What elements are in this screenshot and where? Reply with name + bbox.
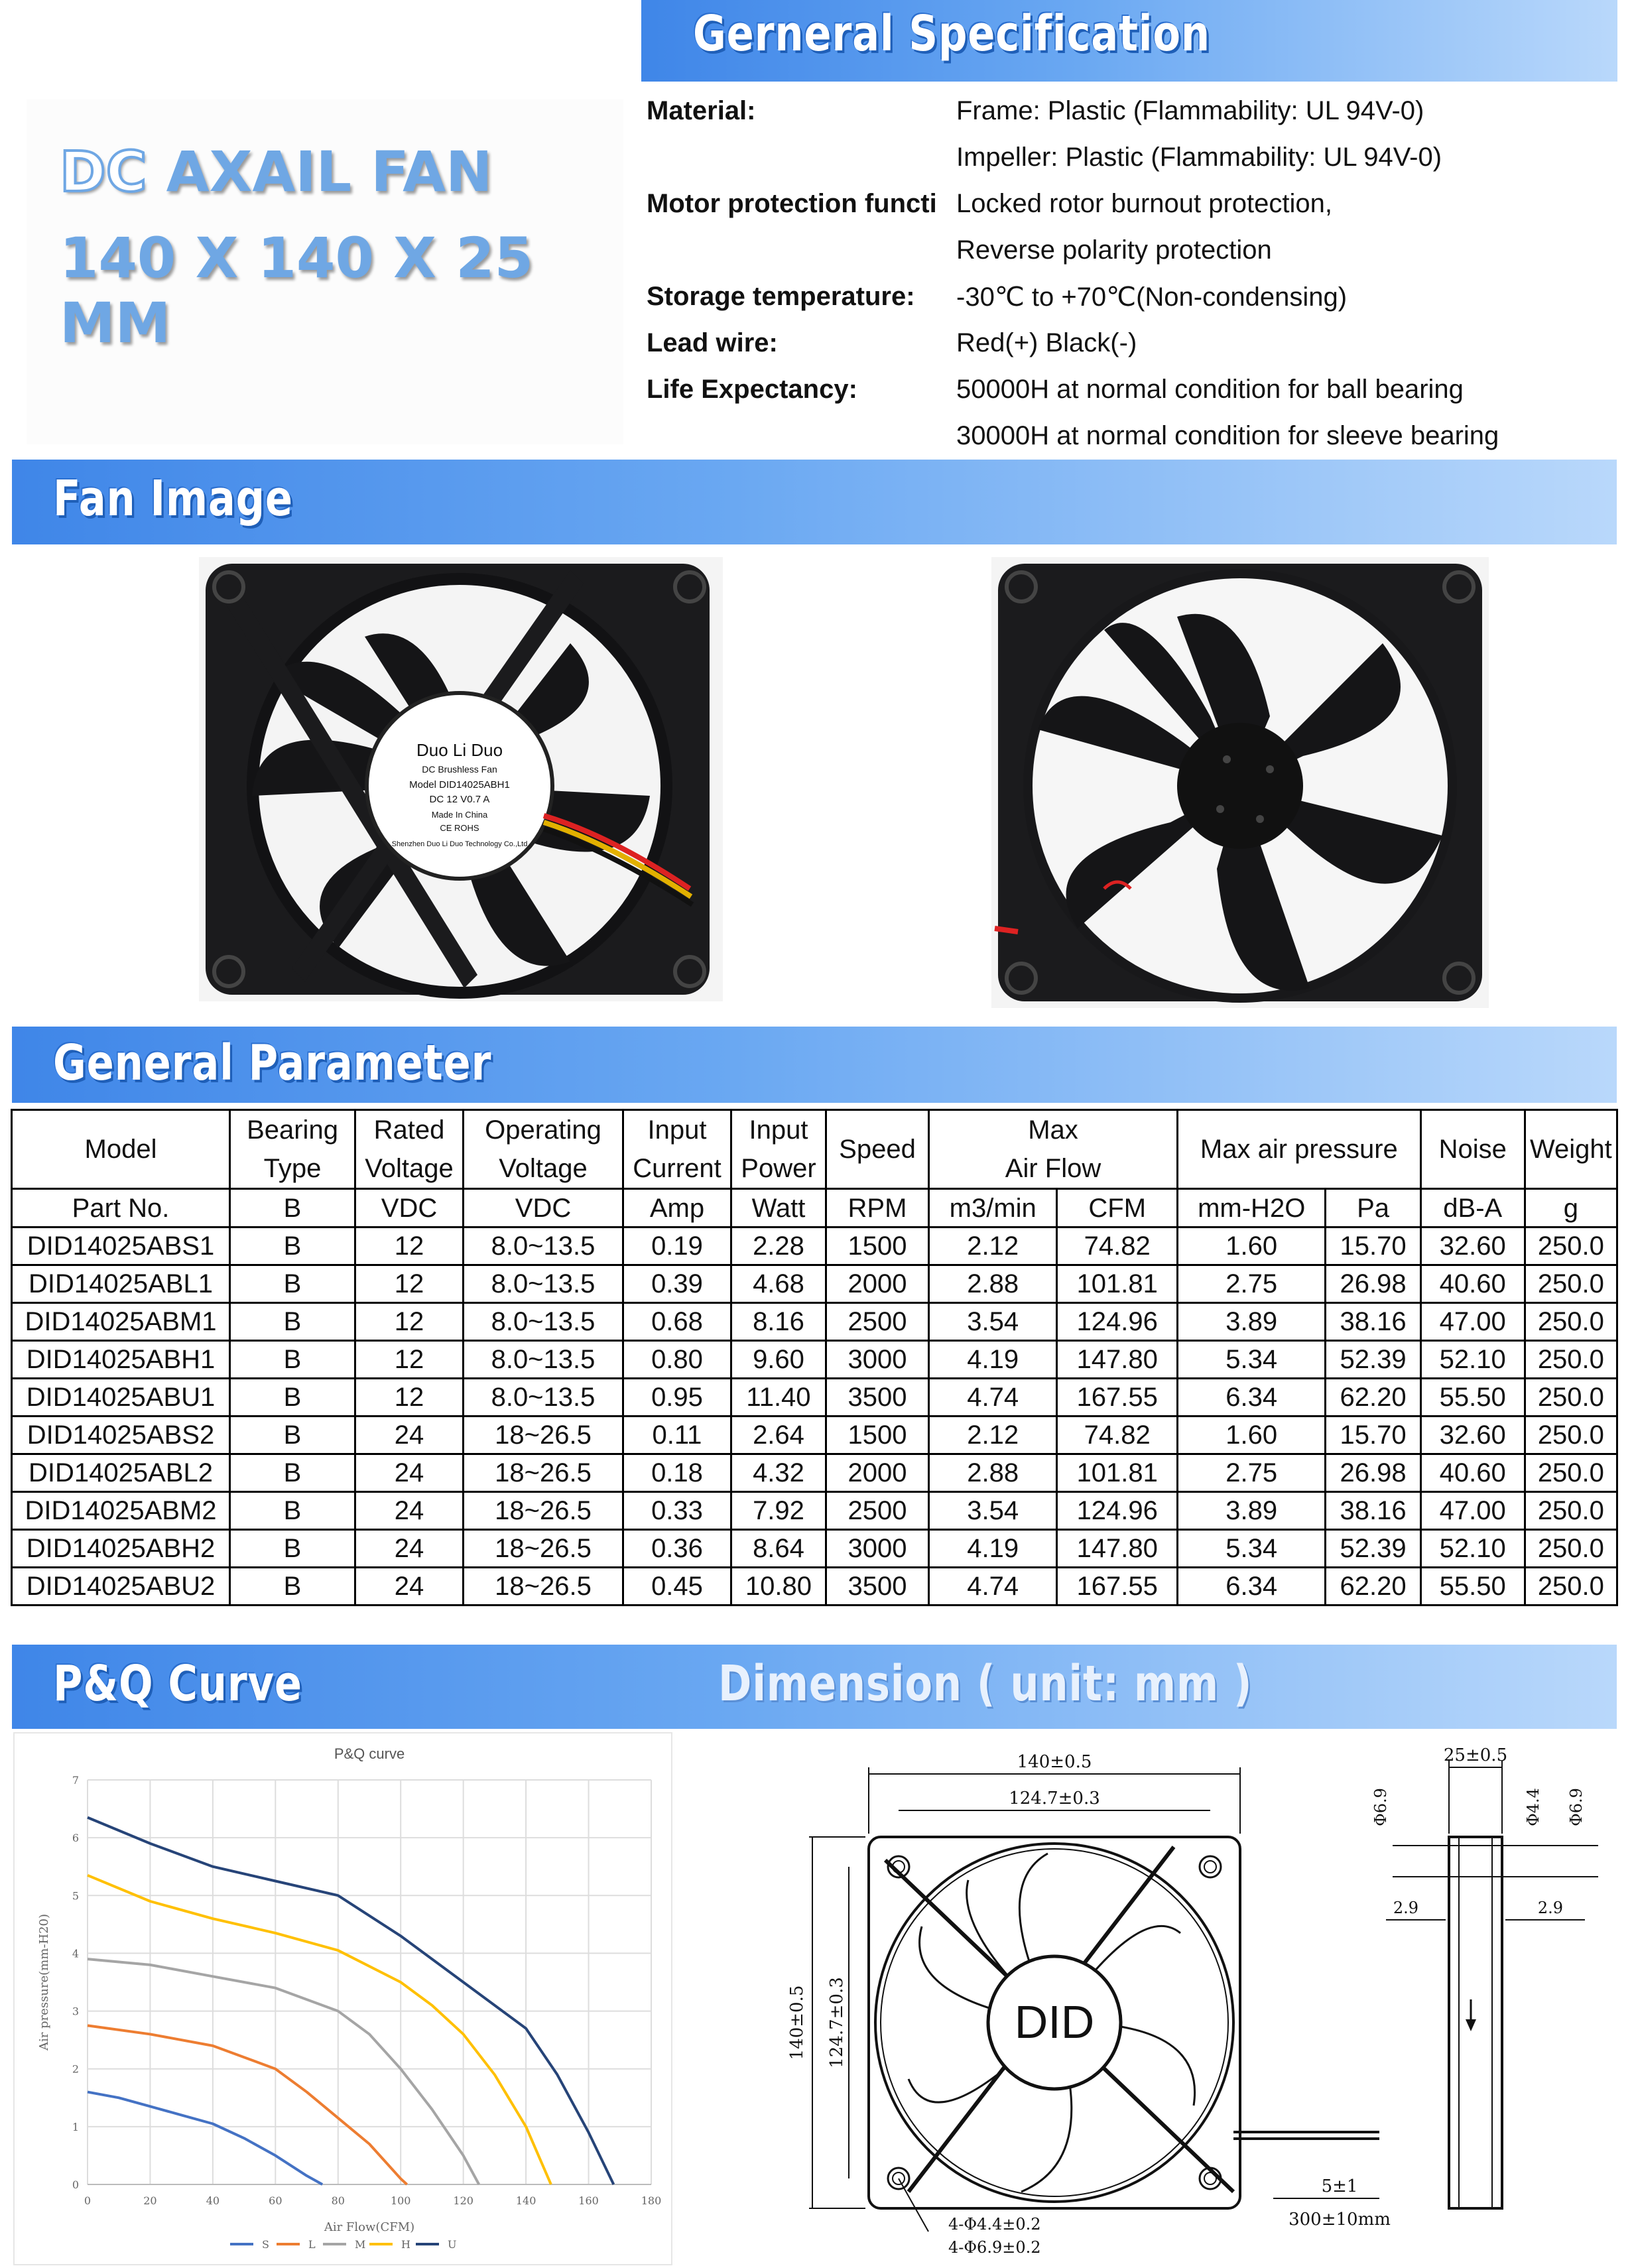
col-bearing-l2: Type	[263, 1154, 322, 1183]
table-cell: 3500	[826, 1379, 929, 1417]
table-cell: 4.19	[929, 1341, 1057, 1379]
table-cell: 12	[355, 1341, 464, 1379]
dim-wire-length: 300±10mm	[1288, 2210, 1391, 2230]
table-cell: 0.39	[623, 1265, 731, 1303]
table-cell: 26.98	[1326, 1454, 1420, 1492]
table-cell: 52.10	[1420, 1530, 1525, 1568]
dim-hole-height: 124.7±0.3	[827, 1977, 847, 2068]
col-speed: Speed	[826, 1110, 929, 1189]
table-cell: 167.55	[1057, 1568, 1178, 1606]
storage-temp-value: -30℃ to +70℃(Non-condensing)	[956, 283, 1348, 312]
unit-cell: Amp	[623, 1189, 731, 1228]
table-cell: 250.0	[1525, 1417, 1617, 1454]
dimension-title: Dimension ( unit: mm )	[718, 1655, 1253, 1712]
life-sleeve-bearing: 30000H at normal condition for sleeve bearing	[956, 421, 1499, 450]
fan-back-photo	[991, 557, 1489, 1008]
table-cell: 1.60	[1178, 1228, 1326, 1265]
table-cell: B	[230, 1568, 355, 1606]
table-cell: 101.81	[1057, 1454, 1178, 1492]
fan-label-model: Model DID14025ABH1	[409, 779, 510, 790]
col-operating-voltage	[464, 1110, 623, 1189]
table-cell: 0.68	[623, 1303, 731, 1341]
table-cell: 8.0~13.5	[464, 1379, 623, 1417]
table-cell: 3.89	[1178, 1303, 1326, 1341]
material-label: Material:	[647, 96, 756, 125]
col-current-l1: Input	[647, 1115, 707, 1145]
product-type-prefix: DC	[60, 139, 147, 204]
pq-title: P&Q Curve	[53, 1655, 302, 1712]
legend-label: H	[401, 2238, 410, 2251]
table-cell: 8.16	[731, 1303, 826, 1341]
product-title-line1	[60, 139, 492, 204]
table-cell: 32.60	[1420, 1417, 1525, 1454]
table-row	[12, 1379, 1617, 1417]
table-row	[12, 1417, 1617, 1454]
table-row	[12, 1341, 1617, 1379]
table-cell: 250.0	[1525, 1379, 1617, 1417]
table-cell: 0.45	[623, 1568, 731, 1606]
table-cell: 40.60	[1420, 1265, 1525, 1303]
col-operating-l1: Operating	[485, 1115, 601, 1145]
product-size: 140 X 140 X 25 MM	[60, 225, 534, 355]
y-tick-label: 1	[72, 2120, 80, 2133]
table-cell: 2.75	[1178, 1265, 1326, 1303]
table-row	[12, 1492, 1617, 1530]
dim-holes-large: 4-Φ6.9±0.2	[948, 2238, 1041, 2257]
table-cell: 18~26.5	[464, 1454, 623, 1492]
fan-image-title: Fan Image	[53, 470, 293, 527]
fan-label-made: Made In China	[431, 810, 488, 820]
motor-protection-value2: Reverse polarity protection	[956, 235, 1272, 265]
dimension-logo: DID	[1014, 1996, 1095, 2048]
table-cell: 38.16	[1326, 1303, 1420, 1341]
table-cell: 18~26.5	[464, 1530, 623, 1568]
table-cell: 250.0	[1525, 1454, 1617, 1492]
unit-cell: g	[1525, 1189, 1617, 1228]
dimension-svg	[769, 1734, 1618, 2258]
table-cell: 3.54	[929, 1303, 1057, 1341]
table-cell: 62.20	[1326, 1379, 1420, 1417]
table-cell: 3000	[826, 1530, 929, 1568]
y-axis-label: Air pressure(mm-H20)	[37, 1913, 51, 2051]
table-cell: 62.20	[1326, 1568, 1420, 1606]
table-cell: 12	[355, 1265, 464, 1303]
table-cell: 12	[355, 1303, 464, 1341]
x-axis-label: Air Flow(CFM)	[324, 2220, 415, 2234]
col-noise: Noise	[1420, 1110, 1525, 1189]
table-cell: 0.80	[623, 1341, 731, 1379]
table-cell: 2.12	[929, 1228, 1057, 1265]
part-number-cell: DID14025ABL1	[12, 1265, 230, 1303]
table-cell: 0.18	[623, 1454, 731, 1492]
col-flow-l2: Air Flow	[1005, 1154, 1101, 1183]
params-title: General Parameter	[53, 1035, 492, 1092]
table-cell: 32.60	[1420, 1228, 1525, 1265]
x-tick-label: 40	[206, 2194, 220, 2207]
table-cell: 3.89	[1178, 1492, 1326, 1530]
table-cell: 12	[355, 1228, 464, 1265]
pq-chart	[13, 1732, 672, 2265]
table-cell: 24	[355, 1492, 464, 1530]
table-cell: 18~26.5	[464, 1492, 623, 1530]
table-cell: 0.36	[623, 1530, 731, 1568]
table-cell: 24	[355, 1530, 464, 1568]
col-input-power	[731, 1110, 826, 1189]
legend-label: M	[355, 2238, 366, 2251]
fan-front-photo	[199, 557, 723, 1001]
x-tick-label: 120	[453, 2194, 473, 2207]
table-cell: 250.0	[1525, 1265, 1617, 1303]
storage-temp-label: Storage temperature:	[647, 282, 915, 311]
x-tick-label: 0	[84, 2194, 92, 2207]
y-tick-label: 0	[72, 2178, 80, 2191]
y-tick-label: 2	[72, 2062, 80, 2076]
fan-label-cert: CE ROHS	[440, 823, 479, 833]
table-cell: 8.0~13.5	[464, 1341, 623, 1379]
unit-cell: m3/min	[929, 1189, 1057, 1228]
legend-label: U	[448, 2238, 457, 2251]
dim-phi-mid: Φ4.4	[1524, 1788, 1542, 1826]
table-cell: 74.82	[1057, 1417, 1178, 1454]
table-cell: 4.68	[731, 1265, 826, 1303]
col-max-air-pressure: Max air pressure	[1178, 1110, 1421, 1189]
table-cell: 2.75	[1178, 1454, 1326, 1492]
legend-label: S	[262, 2238, 269, 2251]
part-number-cell: DID14025ABL2	[12, 1454, 230, 1492]
y-tick-label: 4	[72, 1947, 80, 1960]
table-cell: B	[230, 1341, 355, 1379]
fan-label-brand: Duo Li Duo	[416, 740, 503, 760]
table-cell: 55.50	[1420, 1568, 1525, 1606]
pq-dimension-banner	[12, 1645, 1617, 1729]
table-cell: 2.64	[731, 1417, 826, 1454]
table-cell: 52.39	[1326, 1530, 1420, 1568]
table-cell: 0.19	[623, 1228, 731, 1265]
table-row	[12, 1303, 1617, 1341]
part-number-cell: DID14025ABS1	[12, 1228, 230, 1265]
unit-cell: B	[230, 1189, 355, 1228]
unit-cell: mm-H2O	[1178, 1189, 1326, 1228]
table-cell: 5.34	[1178, 1530, 1326, 1568]
x-tick-label: 60	[269, 2194, 283, 2207]
table-cell: 3500	[826, 1568, 929, 1606]
col-rated-voltage	[355, 1110, 464, 1189]
lead-wire-label: Lead wire:	[647, 328, 778, 357]
table-cell: 74.82	[1057, 1228, 1178, 1265]
table-cell: 0.33	[623, 1492, 731, 1530]
table-cell: 38.16	[1326, 1492, 1420, 1530]
col-current-l2: Current	[633, 1154, 722, 1183]
table-cell: 8.0~13.5	[464, 1228, 623, 1265]
legend-label: L	[308, 2238, 316, 2251]
table-cell: B	[230, 1228, 355, 1265]
part-number-cell: DID14025ABS2	[12, 1417, 230, 1454]
table-cell: 24	[355, 1568, 464, 1606]
unit-cell: Pa	[1326, 1189, 1420, 1228]
material-value-impeller: Impeller: Plastic (Flammability: UL 94V-0)	[956, 143, 1442, 172]
life-ball-bearing: 50000H at normal condition for ball bearing	[956, 375, 1464, 404]
table-row	[12, 1568, 1617, 1606]
table-cell: 40.60	[1420, 1454, 1525, 1492]
series-line-S	[88, 2092, 322, 2184]
dim-wire-strip: 5±1	[1321, 2176, 1358, 2196]
table-cell: 15.70	[1326, 1228, 1420, 1265]
dim-holes-small: 4-Φ4.4±0.2	[948, 2215, 1041, 2234]
table-cell: B	[230, 1492, 355, 1530]
fan-back-image	[991, 557, 1489, 1008]
series-line-M	[88, 1959, 479, 2184]
table-cell: 0.95	[623, 1379, 731, 1417]
unit-cell: dB-A	[1420, 1189, 1525, 1228]
table-cell: 250.0	[1525, 1492, 1617, 1530]
y-tick-label: 3	[72, 2005, 80, 2018]
table-cell: 47.00	[1420, 1303, 1525, 1341]
x-tick-label: 160	[578, 2194, 599, 2207]
table-cell: 47.00	[1420, 1492, 1525, 1530]
table-cell: 8.0~13.5	[464, 1303, 623, 1341]
dim-frame-width: 140±0.5	[1017, 1752, 1092, 1772]
col-max-air-flow	[929, 1110, 1178, 1189]
table-cell: 250.0	[1525, 1341, 1617, 1379]
table-cell: 12	[355, 1379, 464, 1417]
col-bearing-l1: Bearing	[247, 1115, 338, 1145]
spec-banner	[641, 0, 1617, 82]
unit-cell: VDC	[464, 1189, 623, 1228]
units-row	[12, 1189, 1617, 1228]
col-rated-l1: Rated	[373, 1115, 445, 1145]
table-cell: 3000	[826, 1341, 929, 1379]
series-line-H	[88, 1875, 551, 2184]
table-cell: 2500	[826, 1303, 929, 1341]
table-cell: 1500	[826, 1417, 929, 1454]
unit-cell: CFM	[1057, 1189, 1178, 1228]
table-cell: 5.34	[1178, 1341, 1326, 1379]
table-cell: 2.28	[731, 1228, 826, 1265]
table-cell: 18~26.5	[464, 1417, 623, 1454]
table-cell: 52.10	[1420, 1341, 1525, 1379]
col-rated-l2: Voltage	[365, 1154, 454, 1183]
table-cell: 6.34	[1178, 1568, 1326, 1606]
table-cell: 3.54	[929, 1492, 1057, 1530]
unit-cell: VDC	[355, 1189, 464, 1228]
x-tick-label: 20	[143, 2194, 157, 2207]
table-cell: 4.32	[731, 1454, 826, 1492]
unit-cell: Watt	[731, 1189, 826, 1228]
x-tick-label: 80	[331, 2194, 345, 2207]
lead-wire-value: Red(+) Black(-)	[956, 328, 1137, 357]
params-banner	[12, 1027, 1617, 1103]
table-cell: 250.0	[1525, 1568, 1617, 1606]
table-cell: 2500	[826, 1492, 929, 1530]
table-cell: 8.64	[731, 1530, 826, 1568]
table-cell: 24	[355, 1454, 464, 1492]
col-model: Model	[12, 1110, 230, 1189]
table-cell: 250.0	[1525, 1228, 1617, 1265]
col-power-l2: Power	[741, 1154, 816, 1183]
table-row	[12, 1454, 1617, 1492]
table-row	[12, 1530, 1617, 1568]
table-cell: 147.80	[1057, 1530, 1178, 1568]
fan-front-image	[199, 557, 723, 1001]
dim-phi-right: Φ6.9	[1567, 1788, 1586, 1826]
dim-side-right: 2.9	[1537, 1899, 1564, 1917]
table-cell: B	[230, 1265, 355, 1303]
table-cell: 2000	[826, 1454, 929, 1492]
table-cell: 2000	[826, 1265, 929, 1303]
part-number-cell: DID14025ABU1	[12, 1379, 230, 1417]
table-cell: 1.60	[1178, 1417, 1326, 1454]
material-value-frame: Frame: Plastic (Flammability: UL 94V-0)	[956, 96, 1424, 125]
spec-title: Gerneral Specification	[693, 5, 1210, 62]
table-row	[12, 1265, 1617, 1303]
table-cell: 0.11	[623, 1417, 731, 1454]
dimension-drawing	[769, 1734, 1618, 2258]
x-tick-label: 140	[515, 2194, 536, 2207]
table-cell: 8.0~13.5	[464, 1265, 623, 1303]
x-tick-label: 180	[641, 2194, 662, 2207]
table-cell: 7.92	[731, 1492, 826, 1530]
table-cell: 24	[355, 1417, 464, 1454]
fan-label-maker: Shenzhen Duo Li Duo Technology Co.,Ltd	[391, 840, 528, 848]
table-cell: 2.88	[929, 1265, 1057, 1303]
fan-image-banner	[12, 460, 1617, 544]
table-cell: 52.39	[1326, 1341, 1420, 1379]
table-cell: 1500	[826, 1228, 929, 1265]
product-type: AXAIL FAN	[147, 139, 493, 204]
table-cell: 4.74	[929, 1379, 1057, 1417]
table-cell: 167.55	[1057, 1379, 1178, 1417]
table-cell: 2.12	[929, 1417, 1057, 1454]
table-cell: 10.80	[731, 1568, 826, 1606]
y-tick-label: 7	[72, 1774, 80, 1787]
table-cell: 4.19	[929, 1530, 1057, 1568]
fan-label-rating: DC 12 V0.7 A	[429, 794, 490, 805]
y-tick-label: 6	[72, 1832, 80, 1845]
dim-thickness: 25±0.5	[1443, 1745, 1508, 1765]
col-input-current	[623, 1110, 731, 1189]
y-tick-label: 5	[72, 1889, 80, 1903]
table-cell: 250.0	[1525, 1303, 1617, 1341]
dim-side-left: 2.9	[1393, 1899, 1419, 1917]
table-cell: B	[230, 1530, 355, 1568]
col-bearing	[230, 1110, 355, 1189]
table-cell: 250.0	[1525, 1530, 1617, 1568]
table-cell: 101.81	[1057, 1265, 1178, 1303]
product-title-area	[27, 99, 623, 444]
table-cell: 55.50	[1420, 1379, 1525, 1417]
part-number-cell: DID14025ABM1	[12, 1303, 230, 1341]
col-flow-l1: Max	[1028, 1115, 1078, 1145]
table-cell: 124.96	[1057, 1492, 1178, 1530]
table-cell: 18~26.5	[464, 1568, 623, 1606]
table-cell: 147.80	[1057, 1341, 1178, 1379]
unit-cell: Part No.	[12, 1189, 230, 1228]
dim-phi-left: Φ6.9	[1371, 1788, 1390, 1826]
table-cell: 9.60	[731, 1341, 826, 1379]
fan-label-sub: DC Brushless Fan	[422, 764, 497, 775]
dim-hole-width: 124.7±0.3	[1009, 1789, 1100, 1808]
table-cell: B	[230, 1379, 355, 1417]
life-expectancy-label: Life Expectancy:	[647, 375, 857, 404]
unit-cell: RPM	[826, 1189, 929, 1228]
table-cell: 4.74	[929, 1568, 1057, 1606]
table-cell: 26.98	[1326, 1265, 1420, 1303]
table-cell: 15.70	[1326, 1417, 1420, 1454]
part-number-cell: DID14025ABH2	[12, 1530, 230, 1568]
table-row	[12, 1228, 1617, 1265]
series-line-L	[88, 2025, 407, 2184]
table-cell: 2.88	[929, 1454, 1057, 1492]
col-power-l1: Input	[749, 1115, 808, 1145]
x-tick-label: 100	[390, 2194, 411, 2207]
part-number-cell: DID14025ABH1	[12, 1341, 230, 1379]
table-cell: B	[230, 1417, 355, 1454]
part-number-cell: DID14025ABM2	[12, 1492, 230, 1530]
col-operating-l2: Voltage	[499, 1154, 588, 1183]
parameter-table	[11, 1109, 1618, 1606]
table-cell: B	[230, 1303, 355, 1341]
col-weight: Weight	[1525, 1110, 1617, 1189]
table-cell: 11.40	[731, 1379, 826, 1417]
table-cell: 124.96	[1057, 1303, 1178, 1341]
motor-protection-value1: Locked rotor burnout protection,	[956, 189, 1333, 218]
part-number-cell: DID14025ABU2	[12, 1568, 230, 1606]
dim-frame-height: 140±0.5	[787, 1985, 807, 2060]
table-cell: 6.34	[1178, 1379, 1326, 1417]
pq-chart-svg	[15, 1733, 671, 2264]
motor-protection-label: Motor protection functi	[647, 189, 937, 218]
chart-title: P&Q curve	[334, 1745, 405, 1762]
table-cell: B	[230, 1454, 355, 1492]
